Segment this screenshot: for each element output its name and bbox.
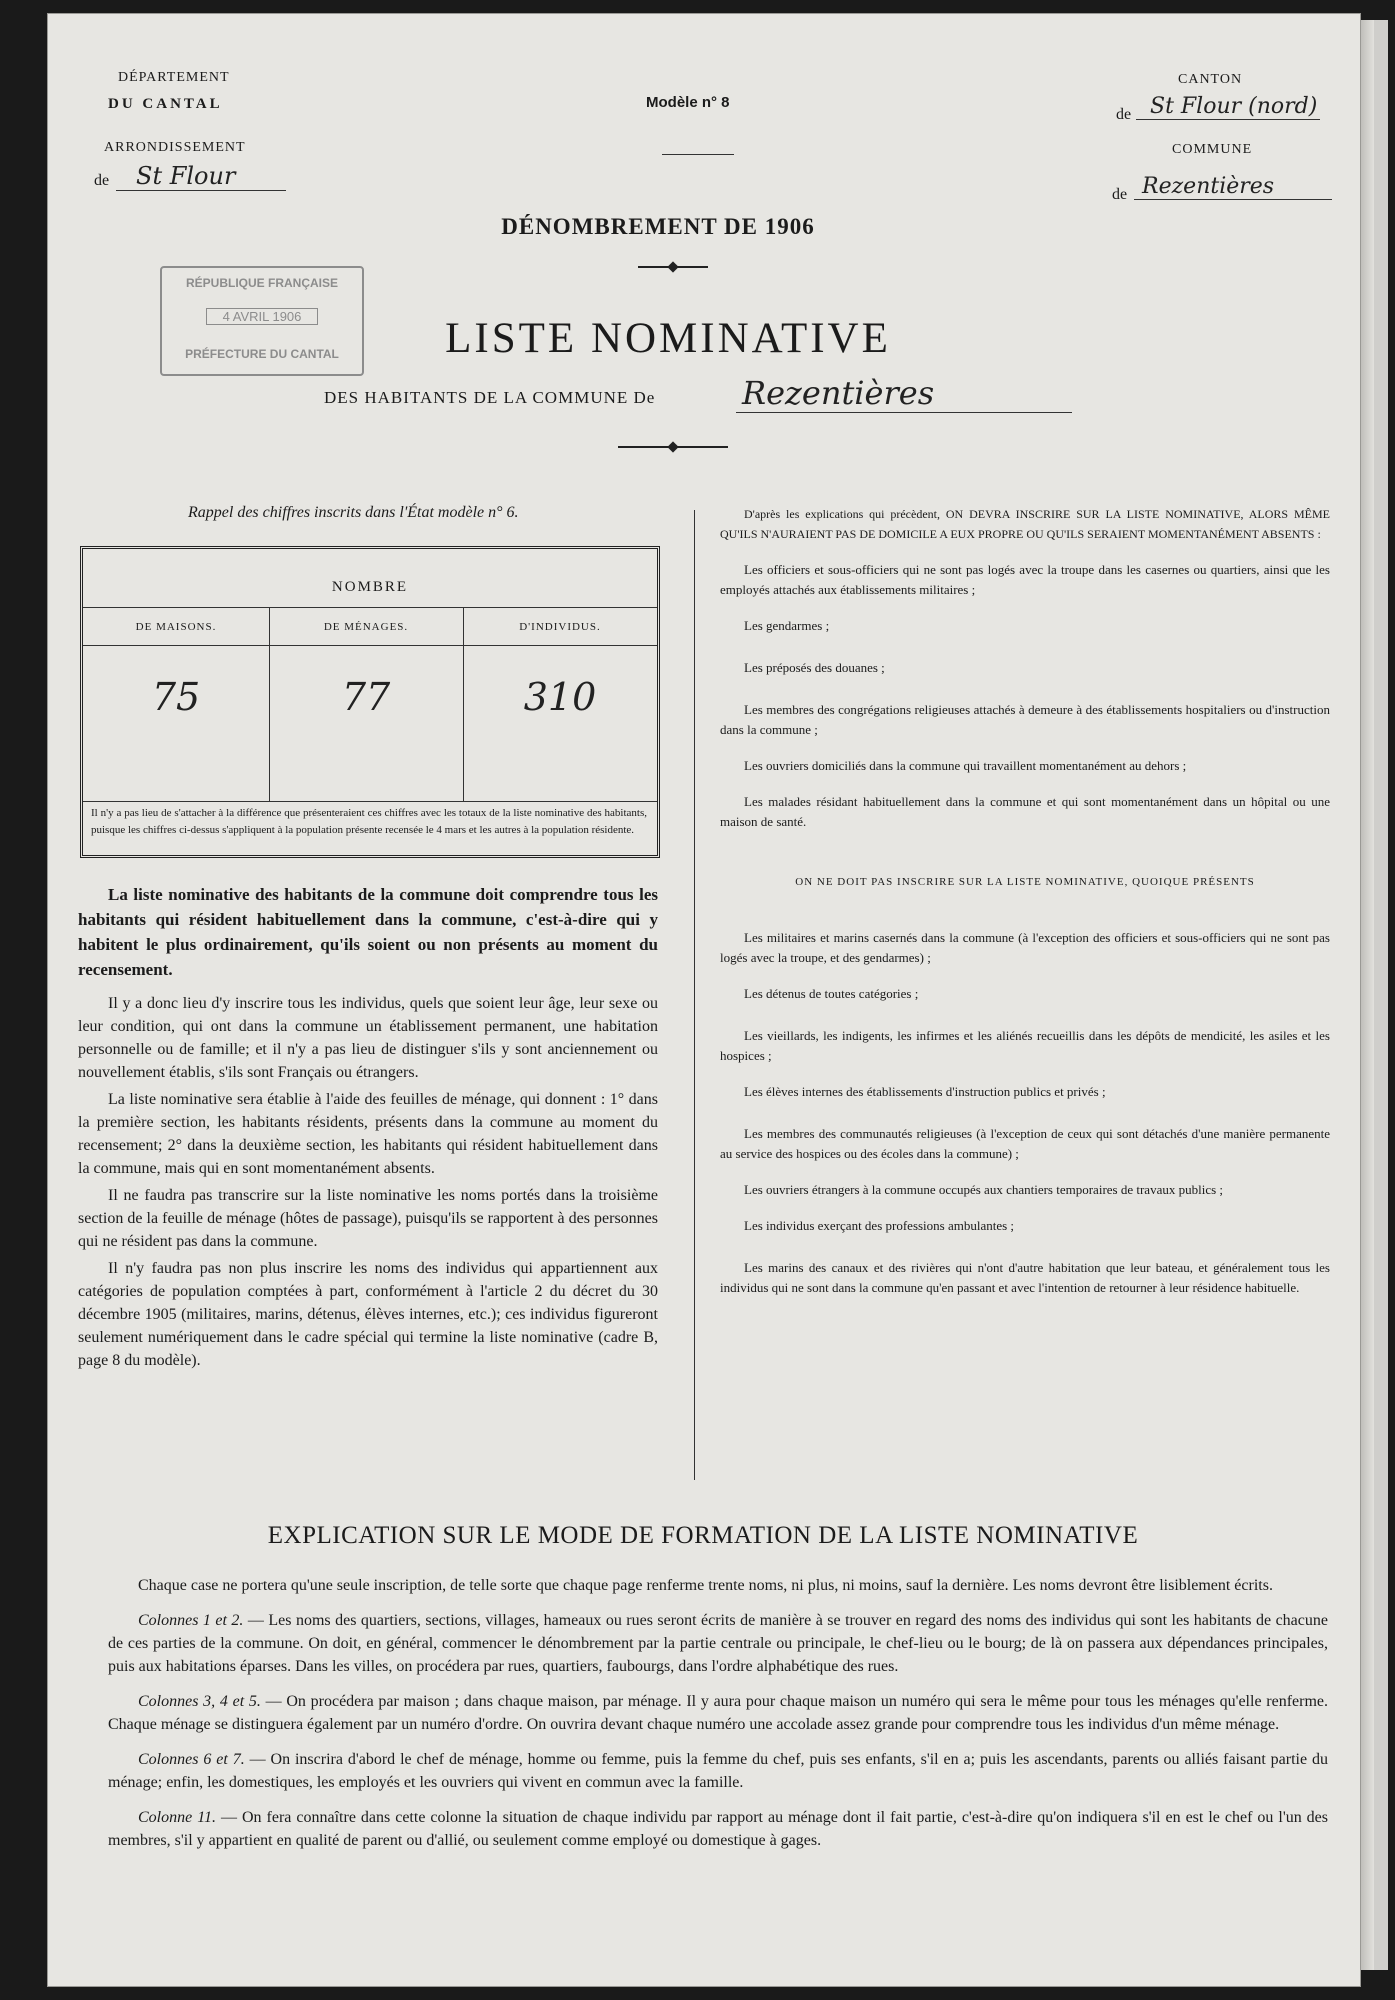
explication-paragraph-c11 — [108, 1806, 1328, 1852]
right-item-out-4: Les élèves internes des établissements d'instruction publics et privés ; — [744, 1084, 1106, 1099]
right-item-in-6: Les malades résidant habituellement dans la commune et qui sont momentanément dans un hôpital ou une maison de santé. — [720, 794, 1330, 829]
commune-label: COMMUNE — [1172, 142, 1253, 157]
table-note: Il n'y a pas lieu de s'attacher à la différence que présenteraient ces chiffres avec les totaux de la liste nominative des habitants, puisque les chiffres ci-dessus s'appliquent à la population présente recensée le 4 mars et les autres à la population résidente. — [91, 807, 647, 836]
subheader-rule — [83, 645, 657, 646]
page-stack-edge — [1374, 20, 1388, 1970]
right-item-out-1: Les militaires et marins casernés dans la commune (à l'exception des officiers et sous-officiers qui ne sont pas logés avec la troupe, et des gendarmes) ; — [720, 930, 1330, 965]
canton-label: CANTON — [1178, 72, 1243, 87]
right-item-out-2: Les détenus de toutes catégories ; — [744, 986, 919, 1001]
menages-value: 77 — [341, 675, 391, 719]
left-paragraph-2: Il y a donc lieu d'y inscrire tous les individus, quels que soient leur âge, leur sexe ou leur condition, qui ont dans la commune un établissement permanent, une habitation personnelle ou de famille; et il n'y a pas lieu de distinguer s'ils y sont anciennement ou nouvellement établis, s'ils sont Français ou étrangers. — [78, 995, 658, 1081]
right-item-in-5: Les ouvriers domiciliés dans la commune qui travaillent momentanément au dehors ; — [744, 758, 1187, 773]
rappel-caption: Rappel des chiffres inscrits dans l'État modèle n° 6. — [188, 504, 519, 521]
explication-paragraph-c345 — [108, 1690, 1328, 1736]
column-divider — [694, 510, 695, 1480]
departement-label: DÉPARTEMENT — [118, 70, 230, 85]
right-item-in-3: Les préposés des douanes ; — [744, 660, 885, 675]
right-item-out-6: Les ouvriers étrangers à la commune occupés aux chantiers temporaires de travaux publics ; — [744, 1182, 1224, 1197]
explication-paragraph-0: Chaque case ne portera qu'une seule inscription, de telle sorte que chaque page renferme trente noms, ni plus, ni moins, sauf la dernière. Les noms devront être lisiblement écrits. — [138, 1577, 1273, 1594]
col-menages-header: DE MÉNAGES. — [323, 621, 409, 633]
left-paragraph-1: La liste nominative des habitants de la commune doit comprendre tous les habitants qui résident habituellement dans la commune, c'est-à-dire qui y habitent le plus ordinairement, qu'ils soient ou non présents au moment du recensement. — [78, 885, 658, 979]
stamp-line3: PRÉFECTURE DU CANTAL — [185, 347, 339, 361]
arrondissement-label: ARRONDISSEMENT — [104, 140, 246, 155]
right-item-in-1: Les officiers et sous-officiers qui ne sont pas logés avec la troupe dans les casernes ou quartiers, ainsi que les employés attachés aux établissements militaires ; — [720, 562, 1330, 597]
right-item-out-8: Les marins des canaux et des rivières qui n'ont d'autre habitation que leur bateau, et généralement tous les individus qui ne sont dans la commune qu'en passant et avec l'intention de retourner à leur résidence habituelle. — [720, 1260, 1330, 1295]
explication-body — [108, 1574, 1328, 1852]
c67-label: Colonnes 6 et 7. — [138, 1751, 245, 1768]
explication-paragraph-c67 — [108, 1748, 1328, 1794]
right-item-in-2: Les gendarmes ; — [744, 618, 830, 633]
right-item-out-5: Les membres des communautés religieuses (à l'exception de ceux qui sont détachés d'une manière permanente au service des hospices ou des écoles dans la commune) ; — [720, 1126, 1330, 1161]
denombrement-title: DÉNOMBREMENT DE 1906 — [501, 214, 815, 239]
table-header-nombre: NOMBRE — [331, 579, 409, 595]
right-item-out-3: Les vieillards, les indigents, les infirmes et les aliénés recueillis dans les dépôts de mendicité, les asiles et les hospices ; — [720, 1028, 1330, 1063]
arrondissement-value: St Flour — [116, 162, 286, 191]
individus-value: 310 — [523, 675, 597, 719]
population-table — [80, 546, 660, 858]
c11-text: — On fera connaître dans cette colonne la situation de chaque individu par rapport au ménage dont il fait partie, c'est-à-dire qu'on indiquera s'il en est le chef ou l'un des membres, s'il y appartient en qualité de parent ou d'allié, ou seulement comme employé ou domestique à gages. — [108, 1809, 1329, 1849]
right-item-in-4: Les membres des congrégations religieuses attachés à demeure à des établissements hospitaliers ou d'instruction dans la commune ; — [720, 702, 1330, 737]
habitants-line — [324, 388, 655, 408]
canton-value: St Flour (nord) — [1136, 94, 1320, 120]
c345-text: — On procédera par maison ; dans chaque maison, par ménage. Il y aura pour chaque maison un numéro qui sera le même pour tous les ménages qu'elle renferme. Chaque ménage se distinguera également par un numéro d'ordre. On ouvrira devant chaque numéro une accolade assez grande pour comprendre tous les individus d'un même ménage. — [108, 1693, 1329, 1733]
table-bottom-rule — [83, 801, 657, 802]
c12-label: Colonnes 1 et 2. — [138, 1612, 244, 1629]
left-instructions — [78, 882, 658, 1372]
arrondissement-prefix: de — [94, 172, 110, 189]
left-paragraph-3: La liste nominative sera établie à l'aide des feuilles de ménage, qui donnent : 1° dans la première section, les habitants résidents, présents dans la commune au moment du recensement; 2° dans la deuxième section, les habitants qui résident habituellement dans la commune, mais qui en sont momentanément absents. — [78, 1091, 658, 1177]
liste-nominative-title: LISTE NOMINATIVE — [445, 315, 891, 362]
explication-paragraph-c12 — [108, 1609, 1328, 1678]
right-intro: D'après les explications qui précèdent, ON DEVRA INSCRIRE SUR LA LISTE NOMINATIVE, ALORS MÊME QU'ILS N'AURAIENT PAS DE DOMICILE A EUX PROPRE OU QU'ILS SERAIENT MOMENTANÉMENT ABSENTS : — [720, 507, 1330, 541]
maisons-value: 75 — [151, 675, 201, 719]
habitants-de: De — [633, 388, 656, 407]
subtitle-ornament — [618, 446, 728, 448]
left-paragraph-5: Il n'y faudra pas non plus inscrire les noms des individus qui appartiennent aux catégories de population comptées à part, conformément à l'article 2 du décret du 30 décembre 1905 (militaires, marins, détenus, élèves internes, etc.); ces individus figureront seulement numériquement dans le cadre spécial qui termine la liste nominative (cadre B, page 8 du modèle). — [78, 1260, 658, 1369]
census-form-page — [48, 14, 1360, 1986]
modele-rule — [662, 154, 734, 155]
explication-heading: EXPLICATION SUR LE MODE DE FORMATION DE LA LISTE NOMINATIVE — [267, 1522, 1139, 1549]
table-header-rule — [83, 607, 657, 608]
modele-number: Modèle n° 8 — [646, 94, 730, 111]
commune-prefix: de — [1112, 186, 1128, 203]
col-maisons-header: DE MAISONS. — [135, 621, 217, 633]
title-ornament — [638, 266, 708, 268]
right-instructions — [720, 504, 1330, 1298]
right-item-out-7: Les individus exerçant des professions ambulantes ; — [744, 1218, 1015, 1233]
c67-text: — On inscrira d'abord le chef de ménage, homme ou femme, puis la femme du chef, puis ses enfants, s'il en a; puis les ascendants, parents ou alliés faisant partie du ménage; enfin, les domestiques, les employés et les ouvriers qui vivent en commun avec la famille. — [108, 1751, 1328, 1791]
left-paragraph-4: Il ne faudra pas transcrire sur la liste nominative les noms portés dans la troisième section de la feuille de ménage (hôtes de passage), puisqu'ils se rapportent à des personnes qui ne résident pas dans la commune. — [78, 1187, 658, 1250]
canton-prefix: de — [1116, 106, 1132, 123]
c345-label: Colonnes 3, 4 et 5. — [138, 1693, 261, 1710]
habitants-prefix: DES HABITANTS DE LA COMMUNE — [324, 388, 629, 407]
commune-handwritten: Rezentières — [736, 374, 1072, 413]
departement-value: DU CANTAL — [108, 96, 223, 112]
stamp-line1: RÉPUBLIQUE FRANÇAISE — [185, 276, 338, 290]
prefecture-stamp — [160, 266, 364, 376]
right-heading-out: ON NE DOIT PAS INSCRIRE SUR LA LISTE NOMINATIVE, QUOIQUE PRÉSENTS — [795, 876, 1255, 888]
commune-value: Rezentières — [1134, 174, 1332, 200]
c12-text: — Les noms des quartiers, sections, villages, hameaux ou rues seront écrits de manière à se trouver en regard des noms des individus qui sont les habitants de chacune de ces parties de la commune. On doit, en général, commencer le dénombrement par la partie centrale ou principale, le chef-lieu ou le bourg; de là on passera aux dépendances principales, puis aux habitations éparses. Dans les villes, on procédera par rues, quartiers, faubourgs, dans l'ordre alphabétique des rues. — [108, 1612, 1328, 1675]
col-individus-header: D'INDIVIDUS. — [519, 621, 601, 633]
page-stack-edge — [1360, 20, 1374, 1970]
stamp-line2: 4 AVRIL 1906 — [206, 308, 318, 325]
c11-label: Colonne 11. — [138, 1809, 217, 1826]
